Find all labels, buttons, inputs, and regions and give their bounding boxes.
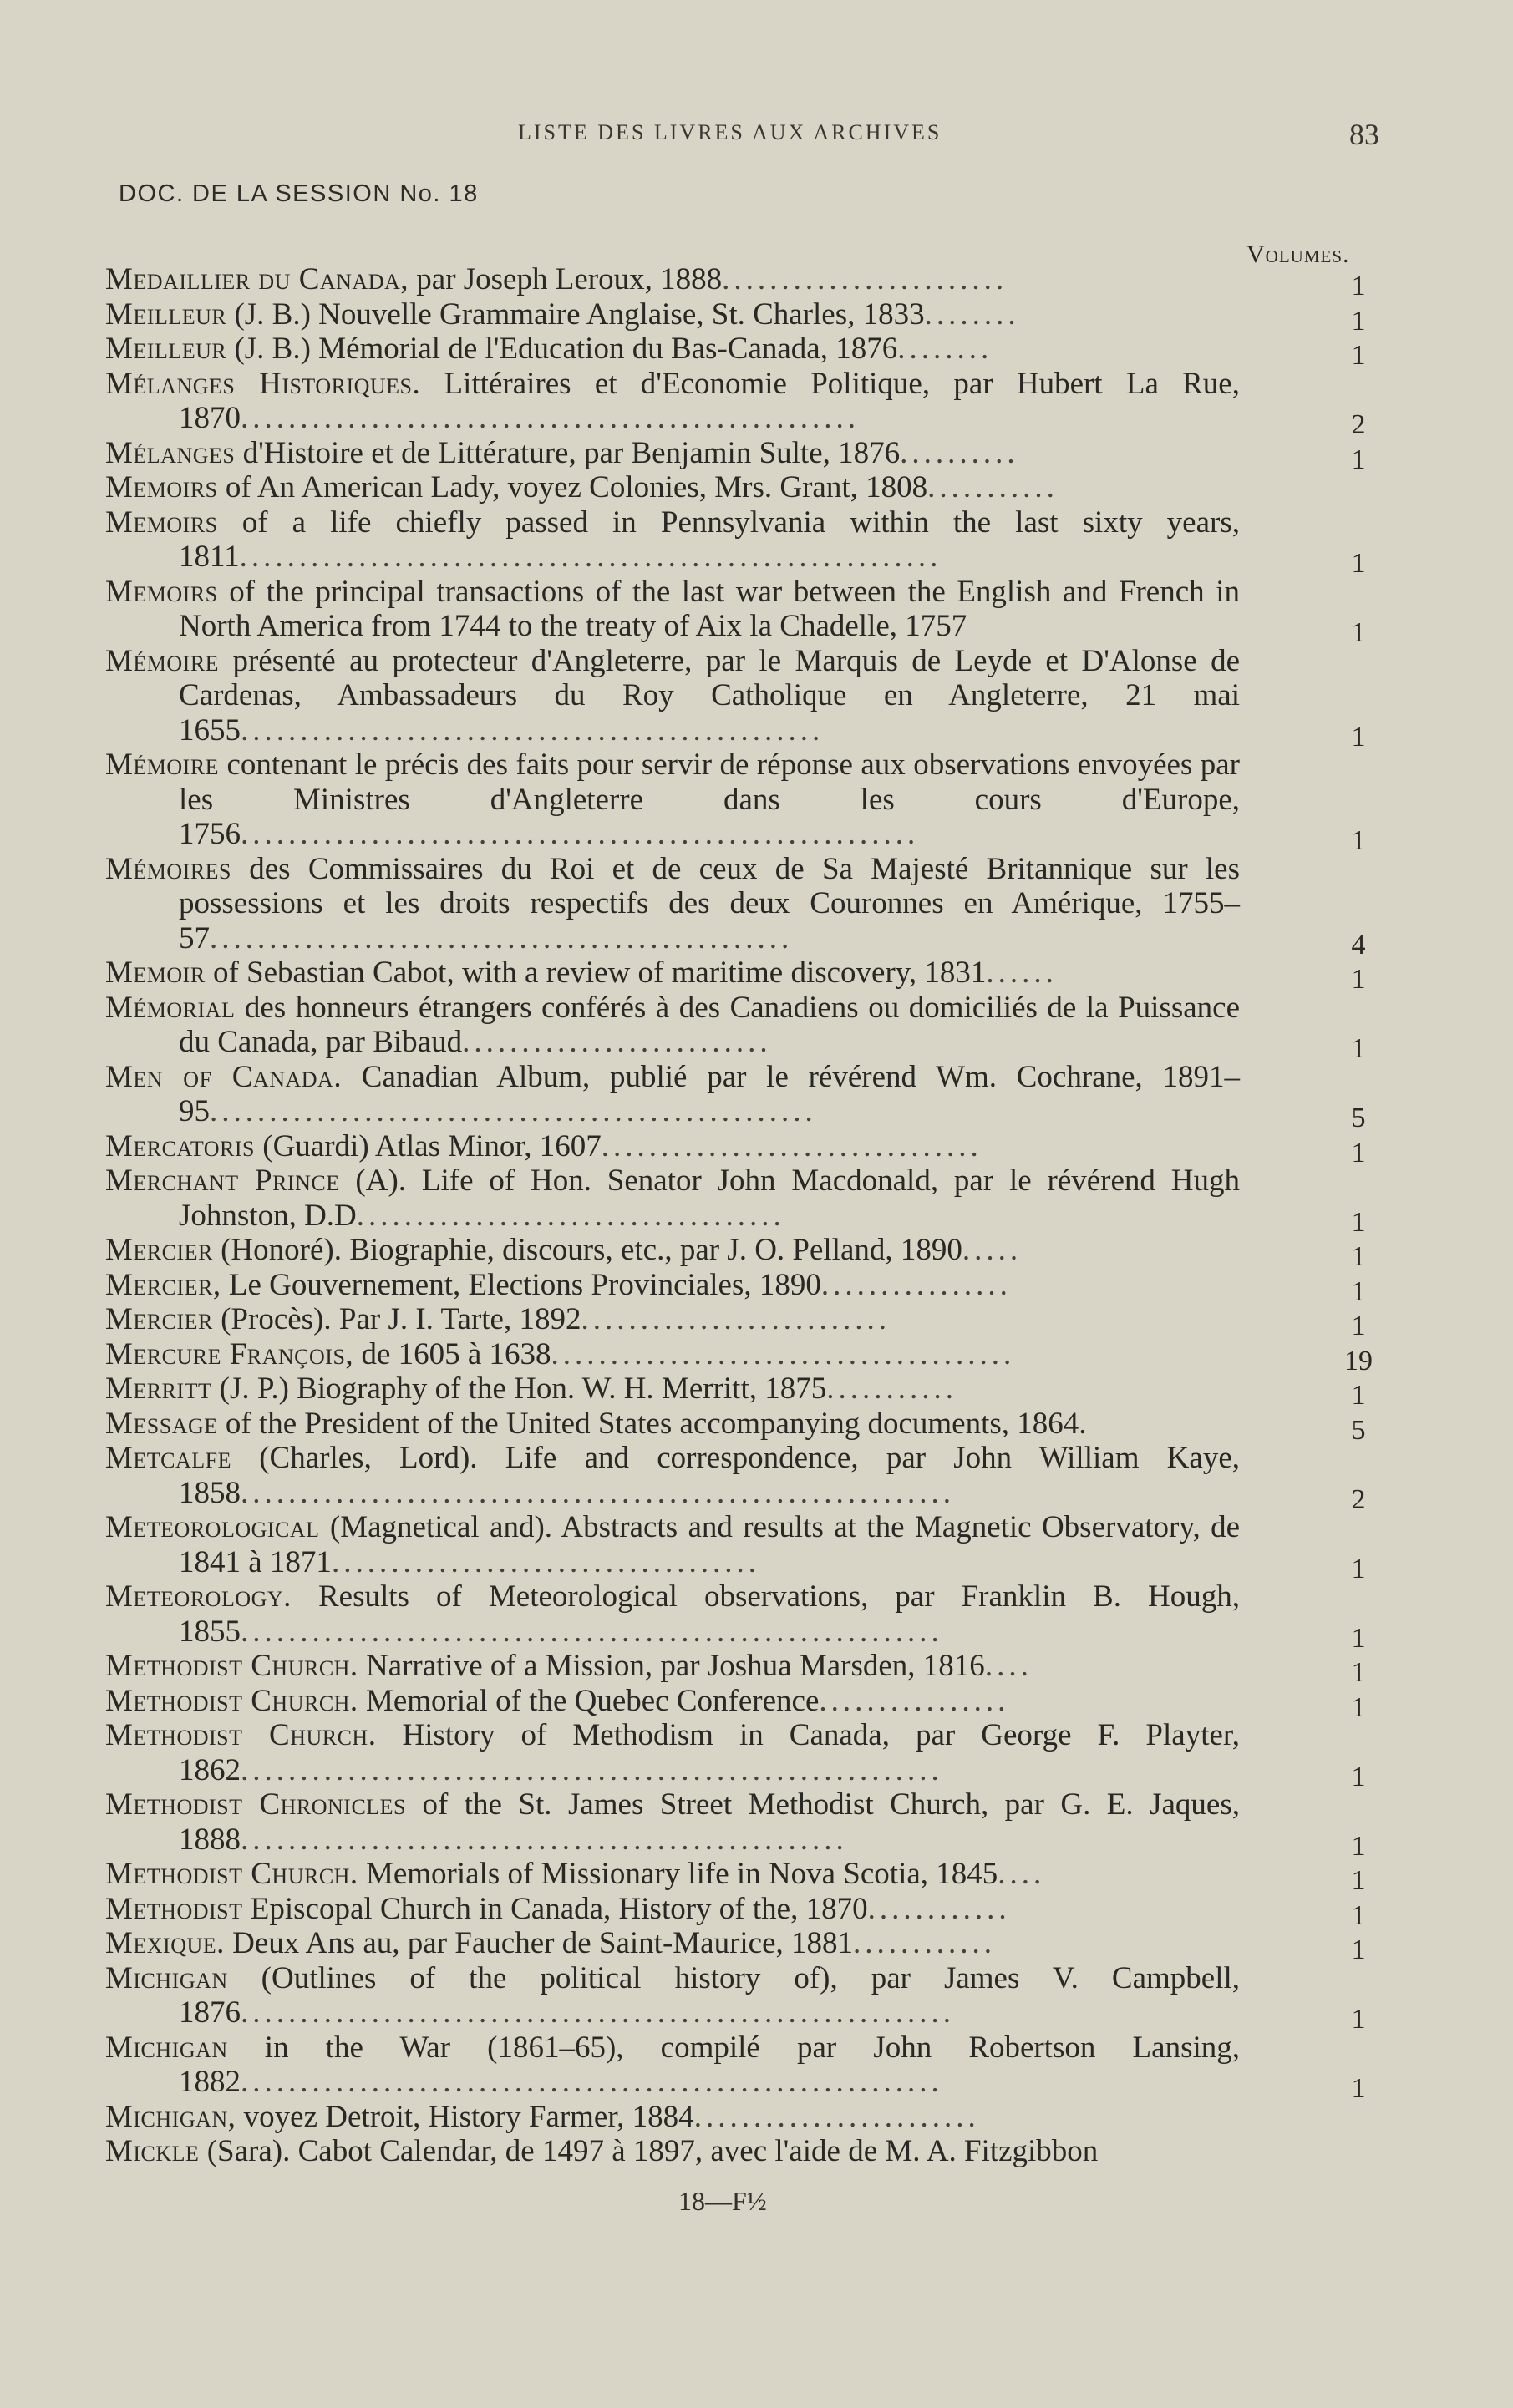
entry-description: (Sara). Cabot Calendar, de 1497 à 1897, avec l'aide de M. A. Fitzgibbon [199, 2134, 1099, 2168]
list-item [105, 435, 1384, 475]
entry-volume-count: 1 [1351, 1657, 1366, 1688]
list-item [105, 1960, 1384, 2035]
entry-volume-count: 1 [1351, 1380, 1366, 1411]
entry-volume-count: 1 [1351, 1830, 1366, 1862]
entry-text [105, 1233, 1240, 1268]
entry-leader-dots: ........................................................... [241, 2065, 943, 2099]
volumes-heading-text: Volumes. [1246, 241, 1350, 268]
entry-heading: Meteorology. [105, 1579, 292, 1614]
entry-heading: Mercure François, [105, 1336, 354, 1371]
entry-heading: Mélanges [105, 435, 236, 470]
list-item [105, 574, 1384, 648]
entry-volume-count: 5 [1351, 1103, 1366, 1133]
list-item [105, 1233, 1384, 1272]
entry-volume-count: 1 [1351, 617, 1366, 648]
entry-text [105, 1371, 1240, 1407]
entry-leader-dots: ...... [986, 956, 1058, 990]
entry-text [105, 297, 1240, 332]
entry-text [105, 332, 1240, 367]
entry-leader-dots: ........................ [693, 2099, 980, 2134]
entry-volume-count: 2 [1351, 409, 1366, 440]
entry-volume-count: 1 [1351, 340, 1366, 371]
list-item [105, 2134, 1384, 2169]
entry-text [105, 1060, 1240, 1129]
entry-volume-count: 1 [1351, 1899, 1366, 1931]
entry-description: of the principal transactions of the last war between the English and French in North America from 1744 to the treaty of Aix la Chadelle, 1757 [179, 574, 1240, 643]
entry-description: de 1605 à 1638 [353, 1336, 551, 1371]
entry-heading: Memoirs [105, 470, 218, 504]
list-item [105, 1683, 1384, 1723]
list-item [105, 1128, 1384, 1169]
entry-description: of An American Lady, voyez Colonies, Mrs. Grant, 1808 [217, 470, 928, 504]
list-item [105, 1371, 1384, 1411]
page-number: 83 [1349, 118, 1379, 151]
entry-heading: Message [105, 1406, 218, 1441]
entry-leader-dots: ............................................................ [241, 1475, 955, 1510]
entry-volume-count: 1 [1351, 1033, 1366, 1064]
entry-leader-dots: ................ [820, 1267, 1012, 1302]
entry-text [105, 575, 1240, 644]
entry-heading: Michigan [105, 1960, 228, 1995]
list-item [105, 504, 1384, 579]
entry-heading: Mickle [105, 2134, 200, 2168]
entry-leader-dots: ....................................... [551, 1336, 1016, 1371]
entry-volume-count: 1 [1351, 1241, 1366, 1272]
entry-heading: Methodist Church. [105, 1683, 358, 1718]
entry-description: Results of Meteorological observations, par Franklin B. Hough, 1855 [179, 1579, 1240, 1649]
entry-heading: Merchant Prince [105, 1163, 340, 1198]
list-item [105, 1441, 1384, 1515]
entry-text [105, 1926, 1240, 1961]
list-item [105, 366, 1384, 440]
entry-description: voyez Detroit, History Farmer, 1884 [236, 2099, 694, 2134]
entry-heading: Mélanges Historiques. [105, 366, 421, 401]
entry-description: of the President of the United States accompanying documents, 1864. [217, 1406, 1087, 1441]
entry-volume-count: 1 [1351, 305, 1366, 337]
entry-text [105, 748, 1240, 852]
list-item [105, 1336, 1384, 1376]
entry-leader-dots: ................................................... [241, 1822, 848, 1857]
entry-leader-dots: .... [998, 1857, 1046, 1891]
entry-description: in the War (1861–65), compilé par John Robertson Lansing, 1882 [179, 2030, 1240, 2099]
entry-leader-dots: .......................... [581, 1302, 891, 1336]
entry-leader-dots: .......................... [462, 1025, 772, 1059]
entry-description: (Procès). Par J. I. Tarte, 1892 [212, 1302, 581, 1336]
entry-description: of a life chiefly passed in Pennsylvania within the last sixty years, 1811 [179, 504, 1240, 574]
entry-heading: Metcalfe [105, 1441, 232, 1475]
entry-description: (J. P.) Biography of the Hon. W. H. Merritt, 1875 [211, 1371, 827, 1406]
entry-volume-count: 1 [1351, 444, 1366, 475]
entry-heading: Mexique. [105, 1926, 225, 1960]
entry-description: (J. B.) Mémorial de l'Education du Bas-Canada, 1876 [226, 332, 898, 366]
entry-text [105, 1649, 1240, 1684]
entry-text [105, 1268, 1240, 1303]
entry-volume-count: 1 [1351, 2004, 1366, 2035]
entry-text [105, 436, 1240, 471]
entry-volume-count: 1 [1351, 1275, 1366, 1307]
list-item [105, 643, 1384, 753]
list-item [105, 1163, 1384, 1238]
entry-text [105, 1163, 1240, 1233]
entry-text [105, 2134, 1240, 2169]
entry-heading: Mémorial [105, 990, 236, 1025]
entry-text [105, 852, 1240, 956]
entry-description: Episcopal Church in Canada, History of the, 1870 [242, 1891, 868, 1926]
list-item [105, 990, 1384, 1064]
entry-heading: Methodist Church. [105, 1857, 358, 1891]
entry-text [105, 1684, 1240, 1719]
entry-text [105, 1302, 1240, 1337]
entry-leader-dots: ............ [867, 1891, 1011, 1926]
entry-description: Memorial of the Quebec Conference [358, 1683, 820, 1718]
list-item [105, 1302, 1384, 1341]
entry-text [105, 1579, 1240, 1649]
entry-description: (Charles, Lord). Life and correspondence, par John William Kaye, 1858 [179, 1441, 1240, 1510]
entry-description: History of Methodism in Canada, par George F. Playter, 1862 [179, 1718, 1240, 1787]
running-title: LISTE DES LIVRES AUX ARCHIVES [518, 120, 942, 144]
list-item [105, 2030, 1384, 2104]
entry-heading: Men of Canada. [105, 1059, 343, 1094]
entry-heading: Merritt [105, 1371, 212, 1406]
list-item [105, 470, 1384, 505]
entry-heading: Mémoire [105, 643, 220, 678]
entry-description: Memorials of Missionary life in Nova Scotia, 1845 [358, 1857, 998, 1891]
entry-leader-dots: ......................................................... [241, 817, 920, 851]
entry-description: Deux Ans au, par Faucher de Saint-Maurice, 1881 [224, 1926, 854, 1960]
entry-leader-dots: ................................................. [241, 712, 825, 748]
entry-heading: Meilleur [105, 332, 227, 366]
entry-heading: Methodist Church. [105, 1649, 358, 1683]
entry-leader-dots: .......... [900, 435, 1019, 470]
entry-heading: Mémoire [105, 748, 220, 782]
entry-description: contenant le précis des faits pour servir de réponse aux observations envoyées par les Ministres d'Angleterre dans les cours d'Europe, 1756 [179, 748, 1240, 851]
list-item [105, 1059, 1384, 1133]
entry-volume-count: 1 [1351, 1622, 1366, 1654]
entry-volume-count: 5 [1351, 1414, 1366, 1446]
entry-description: d'Histoire et de Littérature, par Benjamin Sulte, 1876 [235, 435, 901, 470]
entry-description: Littéraires et d'Economie Politique, par Hubert La Rue, 1870 [179, 366, 1240, 435]
entry-description: (Magnetical and). Abstracts and results at the Magnetic Observatory, de 1841 à 1871 [179, 1510, 1240, 1579]
entry-description: (Outlines of the political history of), par James V. Campbell, 1876 [179, 1960, 1240, 2030]
entry-text [105, 2030, 1240, 2100]
list-item [105, 1891, 1384, 1931]
entry-text [105, 367, 1240, 436]
entry-heading: Memoir [105, 956, 206, 990]
entry-description: des Commissaires du Roi et de ceux de Sa Majesté Britannique sur les possessions et les droits respectifs des deux Couronnes en Amérique, 1755–57 [179, 851, 1240, 956]
list-item [105, 1579, 1384, 1654]
entry-leader-dots: ........ [897, 332, 993, 366]
entry-heading: Meilleur [105, 297, 227, 332]
entry-leader-dots: .................................... [331, 1544, 760, 1579]
entry-leader-dots: ........................................................... [241, 1614, 943, 1649]
list-item [105, 1649, 1384, 1688]
entry-text [105, 1441, 1240, 1510]
entry-text [105, 1892, 1240, 1927]
entry-volume-count: 1 [1351, 2073, 1366, 2104]
entry-volume-count: 19 [1344, 1345, 1373, 1376]
entry-description: présenté au protecteur d'Angleterre, par le Marquis de Leyde et D'Alonse de Cardenas, Ambassadeurs du Roy Catholique en Angleterre, 21 mai 1655 [179, 643, 1240, 748]
entry-text [105, 991, 1240, 1060]
entry-description: (Honoré). Biographie, discours, etc., par J. O. Pelland, 1890 [212, 1233, 962, 1267]
entry-heading: Mercier [105, 1233, 213, 1267]
entry-description: (A). Life of Hon. Senator John Macdonald, par le révérend Hugh Johnston, D.D [179, 1163, 1240, 1233]
entry-text [105, 1961, 1240, 2030]
entry-heading: Methodist Chronicles [105, 1787, 407, 1822]
entry-leader-dots: ........................................................... [239, 540, 942, 574]
entry-text [105, 644, 1240, 748]
list-item [105, 1267, 1384, 1307]
entry-leader-dots: ..... [962, 1233, 1023, 1267]
entry-volume-count: 2 [1351, 1483, 1366, 1515]
entry-leader-dots: .... [984, 1649, 1033, 1683]
entry-leader-dots: ................................................. [210, 920, 794, 956]
entry-description: des honneurs étrangers conférés à des Canadiens ou domiciliés de la Puissance du Canada, par Bibaud [179, 990, 1240, 1059]
entry-volume-count: 1 [1351, 1553, 1366, 1584]
entry-description: of Sebastian Cabot, with a review of maritime discovery, 1831 [205, 956, 987, 990]
entry-heading: Mercatoris [105, 1128, 256, 1163]
list-item [105, 1926, 1384, 1965]
entry-heading: Memoirs [105, 504, 218, 540]
entry-heading: Methodist Church. [105, 1718, 377, 1752]
entry-leader-dots: ........... [826, 1371, 957, 1406]
entry-volume-count: 1 [1351, 1761, 1366, 1792]
entry-text [105, 1129, 1240, 1164]
entry-leader-dots: ............................................................ [241, 1995, 955, 2030]
entry-text [105, 1718, 1240, 1787]
entry-description: Canadian Album, publié par le révérend Wm. Cochrane, 1891–95 [179, 1059, 1241, 1128]
list-item [105, 1406, 1384, 1446]
entry-text [105, 262, 1240, 297]
entry-heading: Memoirs [105, 574, 218, 609]
entry-volume-count: 1 [1351, 1691, 1366, 1723]
entry-heading: Michigan [105, 2030, 228, 2065]
entry-heading: Mercier, [105, 1267, 221, 1302]
list-item [105, 1510, 1384, 1584]
entry-description: (Guardi) Atlas Minor, 1607 [255, 1128, 602, 1163]
entry-volume-count: 4 [1351, 929, 1366, 961]
entry-volume-count: 1 [1351, 548, 1366, 579]
entry-description: (J. B.) Nouvelle Grammaire Anglaise, St. Charles, 1833 [226, 297, 925, 332]
entry-leader-dots: ................................................... [210, 1094, 817, 1128]
entry-heading: Mercier [105, 1302, 213, 1336]
entry-text [105, 956, 1240, 991]
entry-volume-count: 1 [1351, 1137, 1366, 1169]
list-item [105, 262, 1384, 302]
entries-list [105, 262, 1384, 2169]
list-item [105, 956, 1384, 995]
entry-leader-dots: ................ [819, 1683, 1010, 1718]
entry-text [105, 2100, 1240, 2135]
entry-heading: Medaillier du Canada, [105, 262, 409, 297]
entry-description: Le Gouvernement, Elections Provinciales, 1890 [221, 1267, 821, 1302]
list-item [105, 1718, 1384, 1792]
entry-heading: Methodist [105, 1891, 243, 1926]
entry-leader-dots: ........ [924, 297, 1020, 332]
entry-text [105, 505, 1240, 575]
signature-mark: 18—F½ [678, 2186, 767, 2216]
entry-text [105, 1337, 1240, 1372]
entry-volume-count: 1 [1351, 271, 1366, 302]
entry-heading: Mémoires [105, 851, 232, 886]
list-item [105, 1857, 1384, 1896]
entry-leader-dots: ........... [927, 470, 1059, 504]
list-item [105, 1787, 1384, 1862]
entry-text [105, 1857, 1240, 1892]
entry-leader-dots: ........................................................... [241, 1752, 943, 1787]
entry-volume-count: 1 [1351, 825, 1366, 856]
entry-volume-count: 1 [1351, 1865, 1366, 1896]
entry-heading: Meteorological [105, 1510, 320, 1544]
entry-description: par Joseph Leroux, 1888 [409, 262, 723, 297]
entry-leader-dots: ............ [853, 1926, 997, 1960]
entry-volume-count: 1 [1351, 721, 1366, 753]
entry-text [105, 1510, 1240, 1579]
list-item [105, 297, 1384, 337]
entry-volume-count: 1 [1351, 1206, 1366, 1238]
entry-volume-count: 1 [1351, 964, 1366, 995]
entry-volume-count: 1 [1351, 1934, 1366, 1965]
session-label: DOC. DE LA SESSION No. 18 [119, 180, 479, 207]
entry-description: Narrative of a Mission, par Joshua Marsden, 1816 [358, 1649, 985, 1683]
list-item [105, 851, 1384, 961]
entry-text [105, 470, 1240, 505]
entry-leader-dots: ................................ [601, 1128, 982, 1163]
entry-leader-dots: .................................................... [241, 401, 860, 435]
entry-description: of the St. James Street Methodist Church, par G. E. Jaques, 1888 [179, 1787, 1240, 1857]
entry-leader-dots: .................................... [356, 1198, 785, 1233]
entry-heading: Michigan, [105, 2099, 236, 2134]
list-item [105, 748, 1384, 856]
entry-leader-dots: ........................ [722, 262, 1008, 297]
entry-text [105, 1787, 1240, 1857]
list-item [105, 2100, 1384, 2135]
entry-text [105, 1407, 1240, 1442]
list-item [105, 332, 1384, 371]
entry-volume-count: 1 [1351, 1310, 1366, 1341]
